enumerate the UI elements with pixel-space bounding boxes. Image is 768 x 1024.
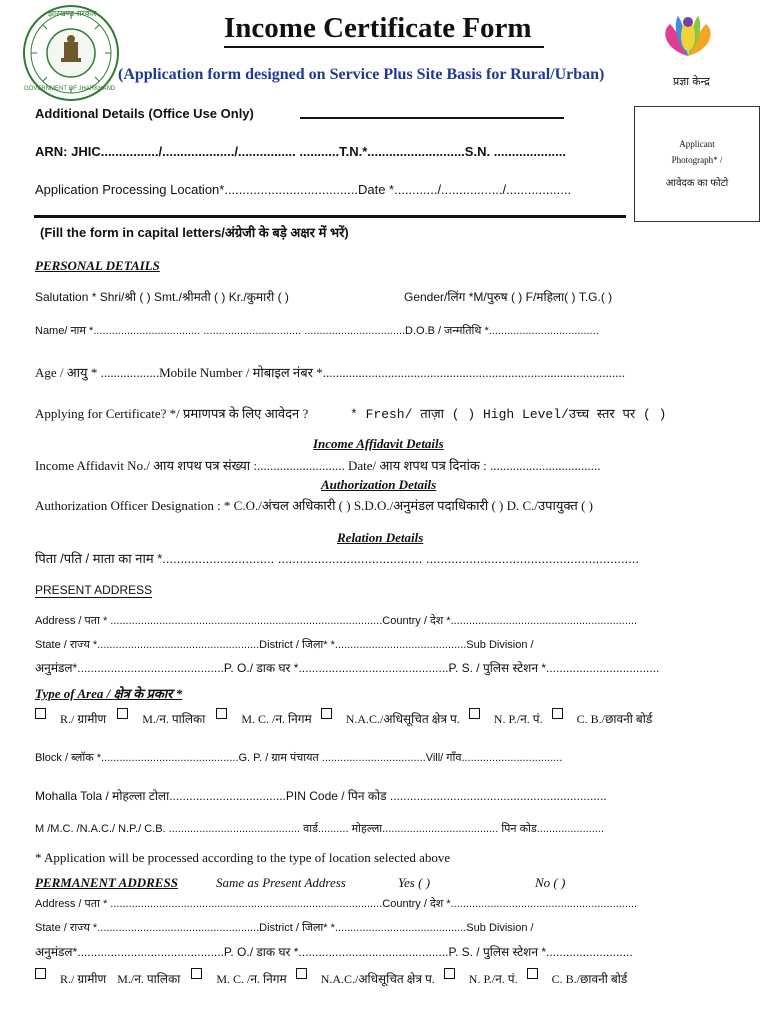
area-checkbox-cb[interactable] [552,708,563,719]
photograph-box[interactable] [634,106,760,222]
office-use-heading: Additional Details (Office Use Only) [35,106,254,121]
permanent-address-heading: PERMANENT ADDRESS [35,875,178,890]
perm-area-option-cb: C. B./छावनी बोर्ड [551,972,628,986]
applying-for-label: Applying for Certificate? */ प्रमाणपत्र के लिए आवेदन ? [35,406,309,421]
affidavit-field[interactable]: Income Affidavit No./ आय शपथ पत्र संख्या :........................... Date/ आय शपथ पत्र दिनांक : .................................. [35,458,601,473]
perm-area-checkbox-rural[interactable] [35,968,46,979]
block-field[interactable]: Block / ब्लॉक *.............................................G. P. / ग्राम पंचायत ..................................Vill/ गाँव................................. [35,752,563,764]
photo-label-1: Applicant [679,139,715,149]
same-as-present-yes[interactable]: Yes ( ) [398,875,431,890]
area-checkbox-corporation[interactable] [216,708,227,719]
area-option-np: N. P./न. पं. [493,712,543,726]
authorization-heading: Authorization Details [321,477,437,492]
perm-area-option-nac: N.A.C./अधिसूचित क्षेत्र प. [320,972,435,986]
present-state-field[interactable]: State / राज्य *.....................................................District / जिला* *...........................................Sub Division / [35,639,534,651]
area-checkbox-nac[interactable] [321,708,332,719]
mohalla-pin-field[interactable]: Mohalla Tola / मोहल्ला टोला...................................PIN Code / पिन कोड ................................................................. [35,789,607,803]
area-checkbox-rural[interactable] [35,708,46,719]
area-option-nac: N.A.C./अधिसूचित क्षेत्र प. [345,712,460,726]
perm-area-option-rural: R./ ग्रामीण [60,972,107,986]
affidavit-heading: Income Affidavit Details [313,436,444,451]
gender-field[interactable]: Gender/लिंग *M/पुरुष ( ) F/महिला( ) T.G.( ) [404,290,613,304]
area-option-corporation: M. C. /न. निगम [241,712,312,726]
title-underline [224,46,544,48]
permanent-address-field[interactable]: Address / पता * .........................................................................................Country / देश *............................................................. [35,898,638,910]
office-use-line [300,117,564,119]
name-dob-field[interactable]: Name/ नाम *................................... ................................ .................................D.O.B / जन्मतिथि *.................................... [35,325,599,337]
perm-area-option-corporation: M. C. /न. निगम [216,972,287,986]
age-mobile-field[interactable]: Age / आयु * ..................Mobile Number / मोबाइल नंबर *............................................................................................. [35,365,625,380]
page-subtitle: (Application form designed on Service Plus Site Basis for Rural/Urban) [118,66,605,83]
capital-letters-instruction: (Fill the form in capital letters/अंग्रेजी के बड़े अक्षर में भरें) [40,225,349,240]
salutation-field[interactable]: Salutation * Shri/श्री ( ) Smt./श्रीमती ( ) Kr./कुमारी ( ) [35,290,289,304]
personal-details-heading: PERSONAL DETAILS [35,258,160,273]
relation-heading: Relation Details [337,530,424,545]
perm-area-checkbox-corporation[interactable] [191,968,202,979]
location-note: * Application will be processed according to the type of location selected above [35,850,451,865]
authorization-field[interactable]: Authorization Officer Designation : * C.O./अंचल अधिकारी ( ) S.D.O./अनुमंडल पदाधिकारी ( ) D. C./उपायुक्त ( ) [35,498,593,513]
area-checkbox-np[interactable] [469,708,480,719]
perm-area-option-np: N. P./न. पं. [468,972,518,986]
perm-area-option-municipality: M./न. पालिका [117,972,181,986]
processing-location-field[interactable]: Application Processing Location*.....................................Date *............/................./.................. [35,182,572,197]
permanent-area-options [35,970,627,987]
photo-label-2: Photograph* / [671,155,723,165]
perm-area-checkbox-nac[interactable] [296,968,307,979]
page-title: Income Certificate Form [224,12,532,44]
seal-text-bottom: GOVERNMENT OF JHARKHAND [24,86,116,92]
area-option-municipality: M./न. पालिका [142,712,206,726]
arn-field[interactable]: ARN: JHIC................/..................../................ ...........T.N.*...........................S.N. .................... [35,144,566,159]
area-checkbox-municipality[interactable] [117,708,128,719]
same-as-present-no[interactable]: No ( ) [535,875,566,890]
perm-area-checkbox-cb[interactable] [527,968,538,979]
area-type-heading: Type of Area / क्षेत्र के प्रकार * [35,686,183,701]
same-as-present-label: Same as Present Address [216,875,346,890]
applying-for-options[interactable]: * Fresh/ ताज़ा ( ) High Level/उच्च स्तर पर ( ) [350,407,667,422]
seal-text-top: झारखण्ड सरकार [48,9,97,18]
present-address-heading: PRESENT ADDRESS [35,583,153,597]
perm-area-checkbox-np[interactable] [444,968,455,979]
relation-field[interactable]: पिता /पति / माता का नाम *............................... ........................................ ........................................................... [35,551,640,566]
pragya-kendra-logo [656,10,720,72]
top-separator [34,215,626,218]
logo-label: प्रज्ञा केन्द्र [673,76,710,88]
ward-field[interactable]: M /M.C. /N.A.C./ N.P./ C.B. ........................................... वार्ड.......... मोहल्ला...................................... पिन कोड...................... [35,823,604,835]
present-area-options [35,710,652,727]
area-option-cb: C. B./छावनी बोर्ड [576,712,653,726]
permanent-subdivision-field[interactable]: अनुमंडल*............................................P. O./ डाक घर *.............................................P. S. / पुलिस स्टेशन *.......................... [35,945,633,959]
permanent-state-field[interactable]: State / राज्य *.....................................................District / जिला* *...........................................Sub Division / [35,922,534,934]
area-option-rural: R./ ग्रामीण [60,712,107,726]
present-address-field[interactable]: Address / पता * .........................................................................................Country / देश *............................................................. [35,615,638,627]
present-subdivision-field[interactable]: अनुमंडल*............................................P. O./ डाक घर *.............................................P. S. / पुलिस स्टेशन *.................................. [35,661,660,675]
photo-label-3: आवेदक का फोटो [665,178,729,189]
